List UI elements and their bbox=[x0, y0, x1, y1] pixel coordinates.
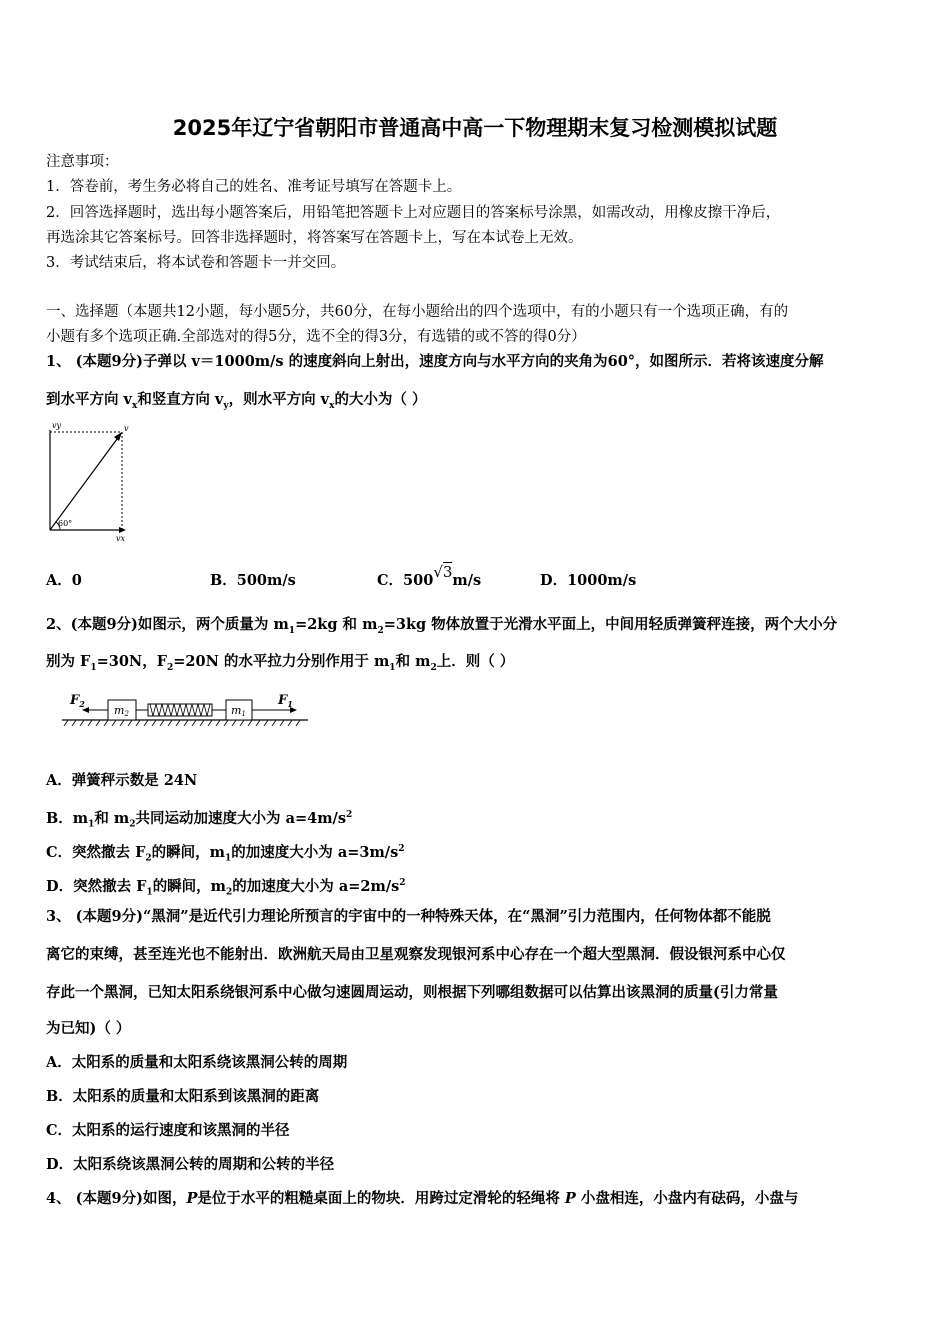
q1-stem-line-2: 到水平方向 $v_x$和竖直方向 $v_y$，则水平方向 $v_x$的大小为（ ） bbox=[46, 391, 427, 411]
vx-label: vx bbox=[116, 534, 126, 543]
q3-option-a[interactable]: A．太阳系的质量和太阳系绕该黑洞公转的周期 bbox=[46, 1054, 348, 1071]
notice-item-3: 3．考试结束后，将本试卷和答题卡一并交回。 bbox=[46, 255, 346, 271]
notice-item-1: 1．答卷前，考生务必将自己的姓名、准考证号填写在答题卡上。 bbox=[46, 179, 462, 195]
page-title: 2025年辽宁省朝阳市普通高中高一下物理期末复习检测模拟试题 bbox=[172, 116, 778, 140]
q1-option-b[interactable]: B．500m/s bbox=[210, 572, 296, 589]
angle-label: 60° bbox=[58, 519, 73, 528]
q2-stem-line-1: 2、(本题9分)如图示，两个质量为 $m_1=2kg$ 和 $m_2=3kg$ 物体放置于光滑水平面上，中间用轻质弹簧秤连接，两个大小分 bbox=[46, 616, 838, 636]
q2-option-c[interactable]: C．突然撤去 $F_2$的瞬间，$m_1$的加速度大小为 $a=3m/s^2$ bbox=[46, 843, 405, 864]
v-arrowhead bbox=[114, 432, 122, 441]
vy-label: vy bbox=[52, 421, 62, 430]
notice-heading: 注意事项： bbox=[46, 154, 119, 170]
v-label: v bbox=[124, 424, 129, 433]
ground-hatch bbox=[64, 720, 300, 726]
m2-label: m2 bbox=[114, 704, 129, 718]
q2-option-a[interactable]: A．弹簧秤示数是 24N bbox=[46, 772, 198, 789]
q2-spring-figure bbox=[60, 684, 310, 730]
q3-stem-line-2: 离它的束缚，甚至连光也不能射出．欧洲航天局由卫星观察发现银河系中心存在一个超大型黑洞．假设银河系中心仅 bbox=[46, 946, 786, 963]
velocity-vector bbox=[50, 435, 120, 530]
q2-option-d[interactable]: D．突然撤去 $F_1$的瞬间，$m_2$的加速度大小为 $a=2m/s^2$ bbox=[46, 877, 406, 898]
q2-option-b[interactable]: B．$m_1$和 $m_2$共同运动加速度大小为 $a=4m/s^2$ bbox=[46, 809, 353, 830]
q3-stem-line-4: 为已知)（ ） bbox=[46, 1020, 131, 1037]
section-header-line-1: 一、选择题（本题共12小题，每小题5分，共60分，在每小题给出的四个选项中，有的小题只有一个选项正确，有的 bbox=[46, 304, 789, 320]
q1-stem-line-1: 1、 (本题9分)子弹以 v＝1000m/s 的速度斜向上射出，速度方向与水平方向的夹角为60°，如图所示．若将该速度分解 bbox=[46, 353, 824, 370]
q3-stem-line-1: 3、 (本题9分)“黑洞”是近代引力理论所预言的宇宙中的一种特殊天体，在“黑洞”引力范围内，任何物体都不能脱 bbox=[46, 908, 771, 925]
q4-stem-line-1: 4、 (本题9分)如图，P是位于水平的粗糙桌面上的物块．用跨过定滑轮的轻绳将 P 小盘相连，小盘内有砝码，小盘与 bbox=[46, 1190, 799, 1207]
notice-item-2: 2．回答选择题时，选出每小题答案后，用铅笔把答题卡上对应题目的答案标号涂黑，如需改动，用橡皮擦干净后， bbox=[46, 205, 781, 221]
q3-option-d[interactable]: D．太阳系绕该黑洞公转的周期和公转的半径 bbox=[46, 1156, 335, 1173]
q1-option-d[interactable]: D．1000m/s bbox=[540, 572, 637, 589]
q1-velocity-figure bbox=[44, 418, 144, 546]
f2-label: $F_2$ bbox=[70, 693, 85, 709]
q3-option-b[interactable]: B．太阳系的质量和太阳系到该黑洞的距离 bbox=[46, 1088, 320, 1105]
section-header-line-2: 小题有多个选项正确.全部选对的得5分，选不全的得3分，有选错的或不答的得0分） bbox=[46, 329, 586, 345]
q3-option-c[interactable]: C．太阳系的运行速度和该黑洞的半径 bbox=[46, 1122, 290, 1139]
q3-stem-line-3: 存此一个黑洞，已知太阳系绕银河系中心做匀速圆周运动，则根据下列哪组数据可以估算出该黑洞的质量(引力常量 bbox=[46, 984, 778, 1001]
notice-item-2-cont: 再选涂其它答案标号。回答非选择题时，将答案写在答题卡上，写在本试卷上无效。 bbox=[46, 230, 583, 246]
q1-option-a[interactable]: A．0 bbox=[46, 572, 82, 589]
f1-label: $F_1$ bbox=[278, 693, 293, 709]
m1-label: m1 bbox=[231, 704, 246, 718]
q1-option-c[interactable]: C．500√3m/s bbox=[377, 563, 482, 589]
q2-stem-line-2: 别为 $F_1=30N$，$F_2=20N$ 的水平拉力分别作用于 $m_1$和 $m_2$上．则（ ） bbox=[46, 653, 515, 673]
